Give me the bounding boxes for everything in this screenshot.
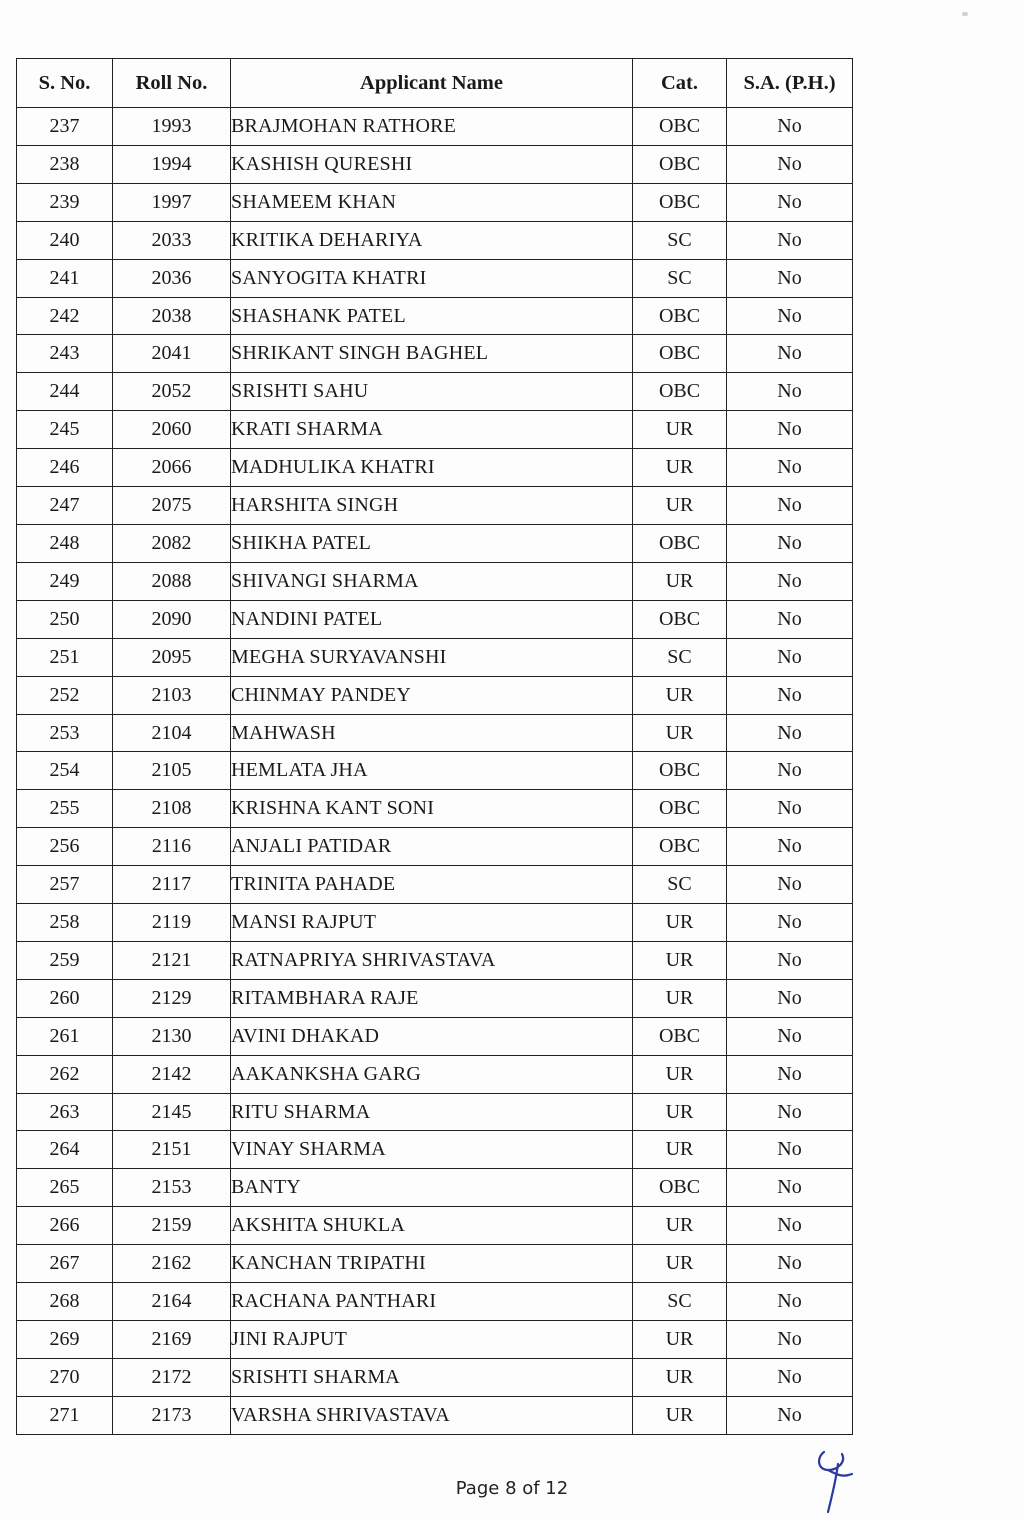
cell-applicant-name: RITU SHARMA	[231, 1093, 633, 1131]
cell-roll-no: 2119	[113, 904, 231, 942]
cell-sa-ph: No	[727, 449, 853, 487]
table-row	[17, 979, 853, 1017]
cell-applicant-name: KASHISH QURESHI	[231, 145, 633, 183]
table-row	[17, 1321, 853, 1359]
header-sa-ph: S.A. (P.H.)	[727, 59, 853, 108]
cell-sno: 240	[17, 221, 113, 259]
cell-roll-no: 2142	[113, 1055, 231, 1093]
table-row	[17, 1093, 853, 1131]
cell-applicant-name: TRINITA PAHADE	[231, 866, 633, 904]
cell-applicant-name: KANCHAN TRIPATHI	[231, 1245, 633, 1283]
cell-category: OBC	[633, 1017, 727, 1055]
cell-roll-no: 2169	[113, 1321, 231, 1359]
cell-roll-no: 2172	[113, 1358, 231, 1396]
cell-sa-ph: No	[727, 638, 853, 676]
cell-sno: 237	[17, 108, 113, 146]
cell-category: OBC	[633, 297, 727, 335]
cell-roll-no: 2105	[113, 752, 231, 790]
cell-sa-ph: No	[727, 866, 853, 904]
applicant-table	[16, 58, 853, 1435]
cell-category: OBC	[633, 108, 727, 146]
cell-sa-ph: No	[727, 1093, 853, 1131]
cell-sno: 239	[17, 183, 113, 221]
cell-category: UR	[633, 714, 727, 752]
cell-category: UR	[633, 1093, 727, 1131]
cell-sno: 266	[17, 1207, 113, 1245]
cell-applicant-name: HEMLATA JHA	[231, 752, 633, 790]
cell-applicant-name: MADHULIKA KHATRI	[231, 449, 633, 487]
cell-sa-ph: No	[727, 1207, 853, 1245]
cell-applicant-name: BANTY	[231, 1169, 633, 1207]
cell-roll-no: 2151	[113, 1131, 231, 1169]
cell-applicant-name: AKSHITA SHUKLA	[231, 1207, 633, 1245]
table-row	[17, 790, 853, 828]
cell-sno: 242	[17, 297, 113, 335]
cell-applicant-name: KRISHNA KANT SONI	[231, 790, 633, 828]
cell-roll-no: 2041	[113, 335, 231, 373]
cell-category: UR	[633, 941, 727, 979]
cell-roll-no: 2090	[113, 600, 231, 638]
header-sno: S. No.	[17, 59, 113, 108]
cell-category: OBC	[633, 752, 727, 790]
cell-applicant-name: KRATI SHARMA	[231, 411, 633, 449]
cell-applicant-name: SHAMEEM KHAN	[231, 183, 633, 221]
cell-sa-ph: No	[727, 1169, 853, 1207]
cell-applicant-name: RATNAPRIYA SHRIVASTAVA	[231, 941, 633, 979]
cell-sa-ph: No	[727, 1358, 853, 1396]
table-row	[17, 335, 853, 373]
cell-category: UR	[633, 1358, 727, 1396]
cell-sa-ph: No	[727, 259, 853, 297]
cell-sno: 243	[17, 335, 113, 373]
cell-roll-no: 2103	[113, 676, 231, 714]
cell-roll-no: 2116	[113, 828, 231, 866]
cell-sa-ph: No	[727, 1396, 853, 1434]
cell-sno: 253	[17, 714, 113, 752]
table-row	[17, 866, 853, 904]
cell-applicant-name: SHIVANGI SHARMA	[231, 562, 633, 600]
cell-roll-no: 2153	[113, 1169, 231, 1207]
table-row	[17, 638, 853, 676]
cell-sa-ph: No	[727, 1283, 853, 1321]
cell-roll-no: 1994	[113, 145, 231, 183]
table-row	[17, 145, 853, 183]
cell-applicant-name: SANYOGITA KHATRI	[231, 259, 633, 297]
cell-sno: 256	[17, 828, 113, 866]
cell-sa-ph: No	[727, 752, 853, 790]
cell-applicant-name: SRISHTI SHARMA	[231, 1358, 633, 1396]
table-row	[17, 562, 853, 600]
table-row	[17, 752, 853, 790]
cell-applicant-name: RACHANA PANTHARI	[231, 1283, 633, 1321]
cell-sno: 265	[17, 1169, 113, 1207]
table-row	[17, 1245, 853, 1283]
cell-category: OBC	[633, 145, 727, 183]
table-row	[17, 259, 853, 297]
cell-roll-no: 2075	[113, 487, 231, 525]
cell-category: OBC	[633, 790, 727, 828]
cell-sno: 262	[17, 1055, 113, 1093]
cell-sa-ph: No	[727, 108, 853, 146]
cell-sa-ph: No	[727, 714, 853, 752]
cell-sno: 258	[17, 904, 113, 942]
cell-sa-ph: No	[727, 335, 853, 373]
cell-sa-ph: No	[727, 524, 853, 562]
cell-sno: 267	[17, 1245, 113, 1283]
table-row	[17, 1131, 853, 1169]
cell-category: OBC	[633, 373, 727, 411]
cell-category: OBC	[633, 524, 727, 562]
cell-applicant-name: AVINI DHAKAD	[231, 1017, 633, 1055]
cell-sno: 255	[17, 790, 113, 828]
header-category: Cat.	[633, 59, 727, 108]
cell-applicant-name: MAHWASH	[231, 714, 633, 752]
cell-applicant-name: JINI RAJPUT	[231, 1321, 633, 1359]
cell-sa-ph: No	[727, 183, 853, 221]
header-roll-no: Roll No.	[113, 59, 231, 108]
table-row	[17, 714, 853, 752]
cell-category: SC	[633, 1283, 727, 1321]
cell-roll-no: 1997	[113, 183, 231, 221]
table-row	[17, 676, 853, 714]
cell-roll-no: 2159	[113, 1207, 231, 1245]
table-row	[17, 487, 853, 525]
page-number: Page 8 of 12	[455, 1478, 569, 1499]
cell-sno: 246	[17, 449, 113, 487]
cell-category: OBC	[633, 1169, 727, 1207]
cell-sno: 250	[17, 600, 113, 638]
cell-sno: 245	[17, 411, 113, 449]
cell-roll-no: 2095	[113, 638, 231, 676]
table-row	[17, 373, 853, 411]
cell-sno: 257	[17, 866, 113, 904]
cell-sa-ph: No	[727, 373, 853, 411]
cell-roll-no: 1993	[113, 108, 231, 146]
table-row	[17, 411, 853, 449]
cell-roll-no: 2104	[113, 714, 231, 752]
cell-sa-ph: No	[727, 297, 853, 335]
table-row	[17, 1358, 853, 1396]
cell-sa-ph: No	[727, 145, 853, 183]
cell-applicant-name: SHASHANK PATEL	[231, 297, 633, 335]
cell-roll-no: 2038	[113, 297, 231, 335]
cell-roll-no: 2164	[113, 1283, 231, 1321]
table-row	[17, 524, 853, 562]
cell-applicant-name: NANDINI PATEL	[231, 600, 633, 638]
cell-roll-no: 2036	[113, 259, 231, 297]
table-row	[17, 941, 853, 979]
cell-sa-ph: No	[727, 790, 853, 828]
cell-sno: 238	[17, 145, 113, 183]
cell-applicant-name: MANSI RAJPUT	[231, 904, 633, 942]
table-row	[17, 183, 853, 221]
cell-roll-no: 2108	[113, 790, 231, 828]
cell-category: UR	[633, 1245, 727, 1283]
table-row	[17, 1055, 853, 1093]
table-body	[17, 108, 853, 1435]
cell-roll-no: 2173	[113, 1396, 231, 1434]
header-row	[17, 59, 853, 108]
cell-sno: 260	[17, 979, 113, 1017]
cell-category: OBC	[633, 828, 727, 866]
cell-roll-no: 2052	[113, 373, 231, 411]
cell-sno: 247	[17, 487, 113, 525]
cell-roll-no: 2117	[113, 866, 231, 904]
cell-category: UR	[633, 487, 727, 525]
cell-category: OBC	[633, 183, 727, 221]
scan-speck	[962, 12, 968, 16]
table-header	[17, 59, 853, 108]
cell-sno: 252	[17, 676, 113, 714]
table-row	[17, 221, 853, 259]
cell-category: UR	[633, 904, 727, 942]
cell-category: UR	[633, 411, 727, 449]
cell-category: SC	[633, 221, 727, 259]
cell-sno: 248	[17, 524, 113, 562]
cell-roll-no: 2082	[113, 524, 231, 562]
cell-sno: 249	[17, 562, 113, 600]
cell-sa-ph: No	[727, 828, 853, 866]
cell-sa-ph: No	[727, 676, 853, 714]
table-row	[17, 1169, 853, 1207]
cell-roll-no: 2162	[113, 1245, 231, 1283]
cell-applicant-name: AAKANKSHA GARG	[231, 1055, 633, 1093]
table-row	[17, 108, 853, 146]
cell-sno: 261	[17, 1017, 113, 1055]
cell-category: UR	[633, 676, 727, 714]
cell-sa-ph: No	[727, 487, 853, 525]
cell-sno: 268	[17, 1283, 113, 1321]
cell-category: SC	[633, 638, 727, 676]
cell-sno: 241	[17, 259, 113, 297]
cell-sa-ph: No	[727, 221, 853, 259]
cell-sno: 269	[17, 1321, 113, 1359]
cell-category: UR	[633, 1396, 727, 1434]
table-row	[17, 297, 853, 335]
cell-category: UR	[633, 1055, 727, 1093]
cell-sa-ph: No	[727, 1131, 853, 1169]
cell-sno: 244	[17, 373, 113, 411]
cell-applicant-name: VINAY SHARMA	[231, 1131, 633, 1169]
cell-category: UR	[633, 979, 727, 1017]
cell-category: SC	[633, 866, 727, 904]
cell-sa-ph: No	[727, 1321, 853, 1359]
cell-category: OBC	[633, 335, 727, 373]
header-applicant-name: Applicant Name	[231, 59, 633, 108]
cell-roll-no: 2121	[113, 941, 231, 979]
cell-sa-ph: No	[727, 1055, 853, 1093]
cell-roll-no: 2129	[113, 979, 231, 1017]
cell-sno: 251	[17, 638, 113, 676]
cell-sno: 254	[17, 752, 113, 790]
cell-sa-ph: No	[727, 411, 853, 449]
cell-applicant-name: SHRIKANT SINGH BAGHEL	[231, 335, 633, 373]
cell-sno: 271	[17, 1396, 113, 1434]
cell-applicant-name: VARSHA SHRIVASTAVA	[231, 1396, 633, 1434]
cell-category: UR	[633, 1321, 727, 1359]
cell-sa-ph: No	[727, 941, 853, 979]
cell-category: OBC	[633, 600, 727, 638]
cell-category: SC	[633, 259, 727, 297]
cell-sno: 263	[17, 1093, 113, 1131]
cell-sno: 259	[17, 941, 113, 979]
cell-category: UR	[633, 1131, 727, 1169]
cell-applicant-name: ANJALI PATIDAR	[231, 828, 633, 866]
cell-applicant-name: BRAJMOHAN RATHORE	[231, 108, 633, 146]
cell-applicant-name: HARSHITA SINGH	[231, 487, 633, 525]
handwritten-initials-icon	[812, 1444, 860, 1516]
cell-applicant-name: KRITIKA DEHARIYA	[231, 221, 633, 259]
cell-roll-no: 2145	[113, 1093, 231, 1131]
cell-applicant-name: CHINMAY PANDEY	[231, 676, 633, 714]
cell-roll-no: 2033	[113, 221, 231, 259]
cell-sa-ph: No	[727, 904, 853, 942]
cell-roll-no: 2066	[113, 449, 231, 487]
cell-roll-no: 2130	[113, 1017, 231, 1055]
table-row	[17, 828, 853, 866]
table-row	[17, 904, 853, 942]
cell-sa-ph: No	[727, 1017, 853, 1055]
table-row	[17, 449, 853, 487]
table-row	[17, 1207, 853, 1245]
table-row	[17, 600, 853, 638]
cell-applicant-name: SRISHTI SAHU	[231, 373, 633, 411]
cell-category: UR	[633, 562, 727, 600]
cell-category: UR	[633, 1207, 727, 1245]
table-row	[17, 1017, 853, 1055]
cell-sa-ph: No	[727, 979, 853, 1017]
table-row	[17, 1283, 853, 1321]
cell-sno: 270	[17, 1358, 113, 1396]
cell-applicant-name: MEGHA SURYAVANSHI	[231, 638, 633, 676]
table-row	[17, 1396, 853, 1434]
cell-sno: 264	[17, 1131, 113, 1169]
cell-applicant-name: RITAMBHARA RAJE	[231, 979, 633, 1017]
cell-sa-ph: No	[727, 600, 853, 638]
cell-roll-no: 2060	[113, 411, 231, 449]
cell-category: UR	[633, 449, 727, 487]
cell-sa-ph: No	[727, 562, 853, 600]
cell-roll-no: 2088	[113, 562, 231, 600]
cell-applicant-name: SHIKHA PATEL	[231, 524, 633, 562]
cell-sa-ph: No	[727, 1245, 853, 1283]
